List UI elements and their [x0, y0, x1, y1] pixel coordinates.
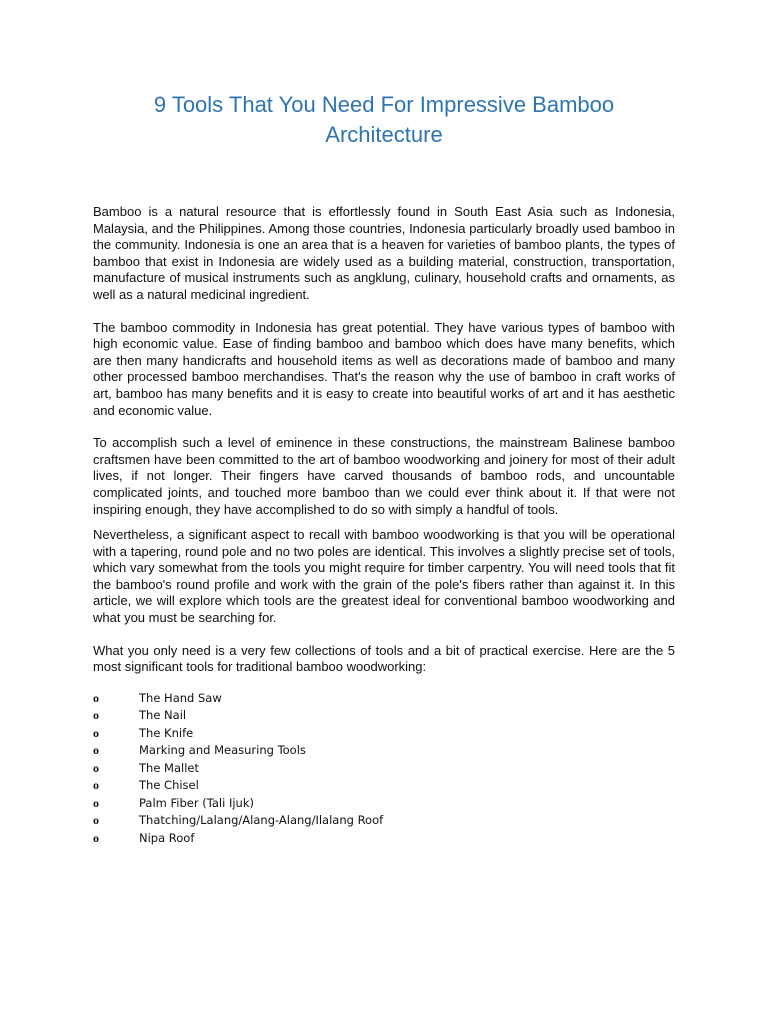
list-item	[93, 760, 675, 778]
paragraph-intro: Bamboo is a natural resource that is effortlessly found in South East Asia such as Indonesia, Malaysia, and the Philippines. Among those countries, Indonesia particularly broadly used bamboo in the community. Indonesia is one an area that is a heaven for varieties of bamboo plants, the types of bamboo that exist in Indonesia are widely used as a building material, construction, transportation, manufacture of musical instruments such as angklung, culinary, household crafts and ornaments, as well as a natural medicinal ingredient.	[93, 204, 675, 302]
bullet-icon: o	[93, 708, 99, 723]
list-item	[93, 830, 675, 848]
bullet-icon: o	[93, 725, 99, 740]
tool-list	[93, 690, 675, 848]
list-item	[93, 707, 675, 725]
tool-label: The Nail	[139, 708, 187, 723]
list-item	[93, 725, 675, 743]
paragraph-woodworking: Nevertheless, a significant aspect to recall with bamboo woodworking is that you will be operational with a tapering, round pole and no two poles are identical. This involves a slightly precise set of tools, which vary somewhat from the tools you might require for timber carpentry. You will need tools that fit the bamboo's round profile and work with the grain of the pole's fibers rather than against it. In this article, we will explore which tools are the greatest ideal for conventional bamboo woodworking and what you must be searching for.	[93, 527, 675, 626]
tool-label: Marking and Measuring Tools	[139, 743, 306, 758]
list-item	[93, 690, 675, 708]
bullet-icon: o	[93, 830, 99, 845]
tool-label: Thatching/Lalang/Alang-Alang/Ilalang Roof	[139, 813, 384, 828]
list-item	[93, 795, 675, 813]
tool-label: The Knife	[139, 725, 194, 740]
paragraph-tools-intro: What you only need is a very few collections of tools and a bit of practical exercise. Here are the 5 most significant tools for traditional bamboo woodworking:	[93, 642, 675, 675]
document-title: 9 Tools That You Need For Impressive Bamboo Architecture	[153, 92, 615, 147]
paragraph-craftsmen: To accomplish such a level of eminence in these constructions, the mainstream Balinese bamboo craftsmen have been committed to the art of bamboo woodworking and joinery for most of their adult lives, if not longer. Their fingers have carved thousands of bamboo rods, and uncountable complicated joints, and touched more bamboo than we could ever think about it. If that were not inspiring enough, they have accomplished to do so with simply a handful of tools.	[93, 435, 675, 517]
bullet-icon: o	[93, 743, 99, 758]
tool-label: Nipa Roof	[139, 830, 195, 845]
bullet-icon: o	[93, 760, 99, 775]
tool-label: The Hand Saw	[139, 690, 222, 705]
tool-label: Palm Fiber (Tali Ijuk)	[139, 795, 254, 810]
list-item	[93, 742, 675, 760]
bullet-icon: o	[93, 690, 99, 705]
paragraph-commodity: The bamboo commodity in Indonesia has great potential. They have various types of bamboo with high economic value. Ease of finding bamboo and bamboo which does have many benefits, which are then many handicrafts and household items as well as decorations made of bamboo and many other processed bamboo merchandises. That's the reason why the use of bamboo in craft works of art, bamboo has many benefits and it is easy to create into beautiful works of art and it has aesthetic and economic value.	[93, 319, 675, 418]
bullet-icon: o	[93, 813, 99, 828]
document-body	[93, 204, 675, 847]
tool-label: The Chisel	[139, 778, 199, 793]
list-item	[93, 812, 675, 830]
bullet-icon: o	[93, 778, 99, 793]
tool-label: The Mallet	[139, 760, 199, 775]
bullet-icon: o	[93, 795, 99, 810]
list-item	[93, 777, 675, 795]
